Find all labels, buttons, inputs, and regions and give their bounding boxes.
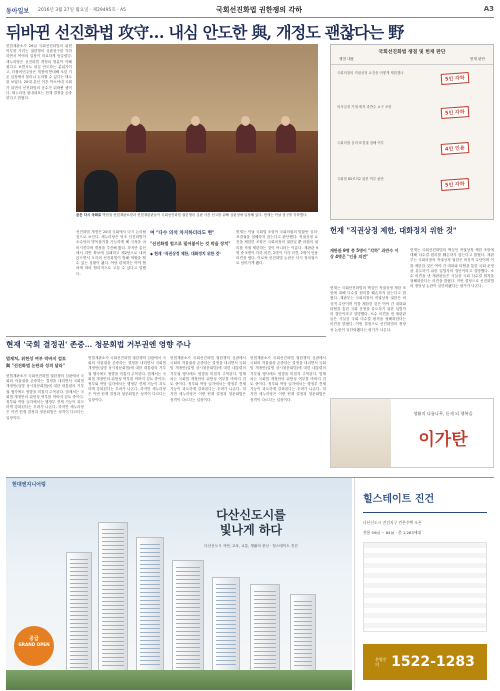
sidebar-title: 국회선진화법 쟁점 및 헌재 판단 <box>378 50 446 55</box>
judge-figure <box>186 123 206 153</box>
ad-sub: 다산신도시 자연, 교육, 교통, 생활의 중심 · 힐스테이트 진건 <box>204 544 298 548</box>
subhead-1: 여 "다수 의석 차지하더라도 현" <box>150 231 215 236</box>
building <box>290 594 316 672</box>
sidebar-rows <box>331 65 493 215</box>
photo-caption <box>76 213 318 227</box>
sidebar-row-label: 국회의원 심의·표결권 침해 여부 <box>337 141 384 145</box>
issue-date: 2016년 3월 27일 월요일 · 제29495호 · A5 <box>38 8 126 13</box>
badge-top: 공급 <box>29 636 39 642</box>
verdict-stamp: 4인 인용 <box>441 142 469 155</box>
caption-label: 굳은 다시 국회로 <box>76 213 102 217</box>
section-title: 국회선진화법 권한쟁의 각하 <box>216 6 303 14</box>
verdict-stamp: 5인 각하 <box>441 72 469 85</box>
bottom-article-col-2: 헌법재판소가 국회선진화법 권한쟁의 심판에서 국회의 자율권을 존중하는 결정을 내리면서 국회법 개정안(일명 상시청문회법)에 대한 대통령의 거부권 행사에도 영향을 미칠지 주목된다. 법제처는 국회법 개정안의 위헌성 여부를 막바지 검토 중이다. 정부와 여당 일각에서는 행정부 견제 기능이 과도하게 강화된다는 우려가 나온다. 하지만 새누리당은 이번 헌재 결정과 청문회법은 성격이 다르다는 입장이다. <box>88 356 166 402</box>
verdict-sidebar <box>330 44 494 220</box>
ad-headline-line-1: 다산신도시를 <box>216 508 286 522</box>
sidebar-row-label: 국회의장의 직권상정 요건을 어떻게 제한했나 <box>337 71 404 75</box>
building <box>212 577 240 672</box>
page-headline: 뒤바뀐 선진화법 攻守… 내심 안도한 與, 개정도 괜찮다는 野 <box>6 23 404 42</box>
subhead-block <box>150 230 232 290</box>
judge-figure <box>276 123 296 153</box>
verdict-stamp: 5인 각하 <box>441 178 469 191</box>
article-col-1: 헌법재판소가 26일 국회선진화법의 위헌 여부를 가리는 권한쟁의 심판청구를 각하하면서 여야의 입장이 미묘하게 엇갈렸다. 새누리당은 선진화법 개정의 명분이 약해졌다고 보면서도 내심 안도하는 분위기이고, 더불어민주당은 개정에 반대해 오던 기존 입장에서 물러나 논의할 수 있다는 태도를 보였다. 20대 총선 이후 여소야대 국회가 되면서 선진화법의 공수가 뒤바뀐 셈이다. 새누리당 원내대표는 헌재 결정을 존중한다고 밝혔다. <box>6 44 72 101</box>
sidebar-row-label: 의사일정 기재·재적 과반수 요구 조항 <box>337 105 392 109</box>
ad-info-divider <box>363 512 487 513</box>
lgt-ad-logo: 이가탄 <box>418 430 468 450</box>
bottom-article-col-3: 헌법재판소가 국회선진화법 권한쟁의 심판에서 국회의 자율권을 존중하는 결정을 내리면서 국회법 개정안(일명 상시청문회법)에 대한 대통령의 거부권 행사에도 영향을 미칠지 주목된다. 법제처는 국회법 개정안의 위헌성 여부를 막바지 검토 중이다. 정부와 여당 일각에서는 행정부 견제 기능이 과도하게 강화된다는 우려가 나온다. 하지만 새누리당은 이번 헌재 결정과 청문회법은 성격이 다르다는 입장이다. <box>170 356 246 402</box>
ad-headline <box>156 508 346 538</box>
hillstate-ad-info <box>354 478 494 690</box>
court-photo <box>76 44 318 212</box>
right-article-body-2: 헌재는 국회선진화법의 핵심인 직권상정 제한 조항에 대해 다수결 원리를 훼손하지 않는다고 밝혔다. 재판부는 국회의장의 직권상정 권한은 비상적 수단이며 이를 제한한 것은 여야 간 대화와 타협을 통한 국회 운영을 유도하기 위한 입법자의 결단이라고 설명했다. 소수 의견을 낸 재판관들은 사실상 국회 다수결 원칙을 형해화한다는 의견을 밝혔다. 이번 결정으로 선진화법의 정당성 논란이 일단락됐다는 평가가 나온다. <box>410 248 494 289</box>
bottom-article-col-1: 헌법재판소가 국회선진화법 권한쟁의 심판에서 국회의 자율권을 존중하는 결정을 내리면서 국회법 개정안(일명 상시청문회법)에 대한 대통령의 거부권 행사에도 영향을 미칠지 주목된다. 법제처는 국회법 개정안의 위헌성 여부를 막바지 검토 중이다. 정부와 여당 일각에서는 행정부 견제 기능이 과도하게 강화된다는 우려가 나온다. 하지만 새누리당은 이번 헌재 결정과 청문회법은 성격이 다르다는 입장이다. <box>6 374 84 420</box>
ad-tel-number: 1522-1283 <box>391 654 475 670</box>
bottom-article-headline: 현재 '국회 결정권' 존중… 청문회법 거부권엔 영향 주나 <box>6 340 191 349</box>
article-col-2: 선진화법 개정은 20대 국회에서 다시 논의될 것으로 보인다. 새누리당은 당초 선진화법이 소수당의 발목잡기를 가능하게 해 국정을 마비시킨다며 개정을 추진해 왔다. 하지만 총선에서 과반 확보에 실패하고 제2당으로 내려앉으면서 오히려 선진화법이 방패 역할을 할 수 있는 상황이 됐다. 야당 관계자는 여야 협의에 따라 합리적으로 고칠 수 있다고 말했다. <box>76 230 146 276</box>
spectator-figure <box>136 170 176 212</box>
right-article-body: 헌재는 국회선진화법의 핵심인 직권상정 제한 조항에 대해 다수결 원리를 훼손하지 않는다고 밝혔다. 재판부는 국회의장의 직권상정 권한은 비상적 수단이며 이를 제한한 것은 여야 간 대화와 타협을 통한 국회 운영을 유도하기 위한 입법자의 결단이라고 설명했다. 소수 의견을 낸 재판관들은 사실상 국회 다수결 원칙을 형해화한다는 의견을 밝혔다. 이번 결정으로 선진화법의 정당성 논란이 일단락됐다는 평가가 나온다. <box>330 286 406 332</box>
spectator-figure <box>84 170 118 212</box>
ad-headline-line-2: 빛나게 하다 <box>219 523 283 537</box>
lgt-ad[interactable] <box>330 398 494 468</box>
lgt-ad-image <box>331 399 391 468</box>
sidebar-head-left: 쟁점 내용 <box>339 57 355 61</box>
bottom-divider <box>6 336 326 337</box>
lgt-ad-tagline: 생활의 다름나무, 듣게 되 행복을 <box>413 411 473 416</box>
judge-figure <box>126 123 146 153</box>
subhead-3: ◆ 헌재 "직권상정 제한, 대화정치 위한 것" <box>150 251 222 256</box>
right-article-sub: 재판관 9명 중 5명이 "각하" 과반수 이상 4명은 "인용 의견" <box>330 248 399 259</box>
sidebar-head-right: 헌재 판단 <box>469 57 485 61</box>
badge-bottom: GRAND OPEN <box>18 642 50 647</box>
building <box>136 537 164 672</box>
ad-phone-box[interactable] <box>363 644 487 680</box>
masthead <box>6 4 494 18</box>
judge-figure <box>236 123 256 153</box>
caption-body: 박한철 헌법재판소장과 헌법재판관들이 국회선진화법 권한쟁의 심판 사건 선고를 위해 심판정에 입장해 있다. 헌재는 이날 청구를 각하했다. <box>102 213 308 217</box>
building <box>98 522 128 672</box>
sidebar-header <box>331 55 493 65</box>
bottom-article-col-4: 헌법재판소가 국회선진화법 권한쟁의 심판에서 국회의 자율권을 존중하는 결정을 내리면서 국회법 개정안(일명 상시청문회법)에 대한 대통령의 거부권 행사에도 영향을 미칠지 주목된다. 법제처는 국회법 개정안의 위헌성 여부를 막바지 검토 중이다. 정부와 여당 일각에서는 행정부 견제 기능이 과도하게 강화된다는 우려가 나온다. 하지만 새누리당은 이번 헌재 결정과 청문회법은 성격이 다르다는 입장이다. <box>250 356 326 402</box>
ad-tel-label: 분양문의 <box>375 657 387 667</box>
bottom-article-sub-1: 법제처, 위헌성 여부 막바지 검토 <box>6 356 67 361</box>
building <box>172 560 204 672</box>
ad-info-2: 전용 59㎡ ~ 84㎡ · 총 1,283세대 <box>363 530 422 535</box>
sidebar-row-label: 국회법 85조의2 위헌 여부 판단 <box>337 177 384 181</box>
ad-ground <box>6 670 352 690</box>
ad-logo: 힐스테이트 진건 <box>363 494 435 505</box>
page-number: A3 <box>483 5 494 13</box>
building <box>250 584 280 672</box>
right-article-headline: 헌재 "직권상정 제한, 대화정치 위한 것" <box>330 226 457 235</box>
building <box>66 552 92 672</box>
newspaper-brand: 동아일보 <box>6 8 30 15</box>
bottom-article-sub-2: 與 "선진화법 논란과 성격 달라" <box>6 363 65 368</box>
hillstate-ad-visual <box>6 478 352 690</box>
grand-open-badge <box>14 626 54 666</box>
ad-info-1: 다산신도시 진건지구 견본주택 오픈 <box>363 520 422 525</box>
ad-brand: 현대엔지니어링 <box>12 482 46 488</box>
ad-map-area <box>363 542 487 632</box>
hillstate-ad[interactable] <box>6 477 494 689</box>
subhead-2: "선진화법 힘으로 밀어붙이는 것 막을 장치" <box>150 241 231 246</box>
verdict-stamp: 5인 각하 <box>441 106 469 119</box>
article-col-3: 헌재는 이날 국회법 조항이 국회의원의 법률안 심의·표결권을 침해하지 않는다고 판단했다. 직권상정 요건을 제한한 조항은 국회의장의 권한일 뿐 의원의 권리를 직접 제한하는 것이 아니라는 이유다. 재판관 9명 중 5명이 각하 의견, 2명이 기각 의견, 2명이 인용 의견을 냈다. 이로써 선진화법 논란은 다시 정치권으로 넘어가게 됐다. <box>236 230 318 266</box>
